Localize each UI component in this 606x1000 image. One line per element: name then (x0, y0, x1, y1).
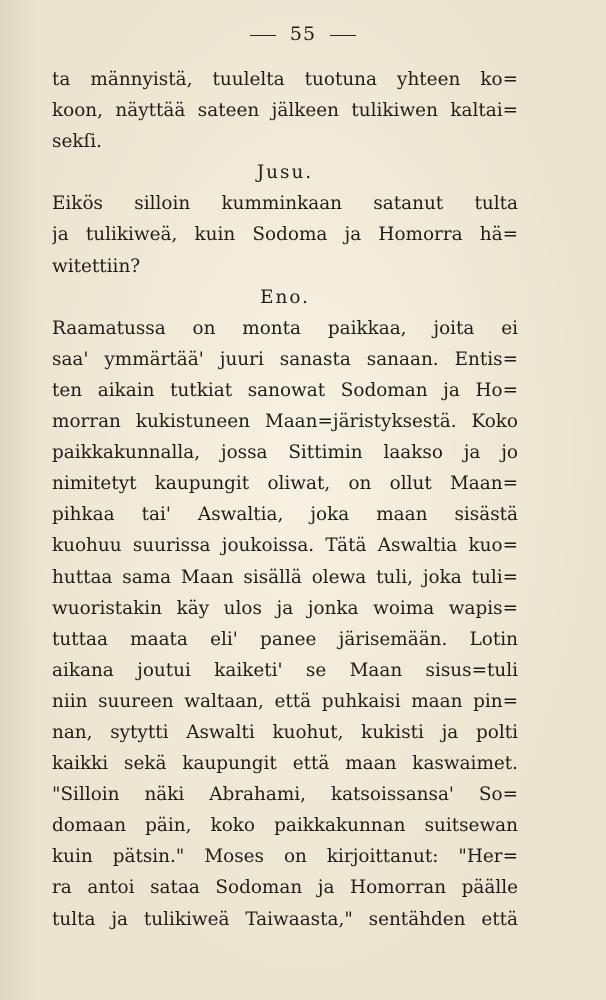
text-line: ja tulikiweä, kuin Sodoma ja Homorra hä= (52, 224, 518, 246)
text-line: nimitetyt kaupungit oliwat, on ollut Maan= (52, 473, 518, 495)
text-line: ra antoi sataa Sodoman ja Homorran päälle (52, 877, 518, 899)
text-line: huttaa sama Maan sisällä olewa tuli, joka tuli= (52, 566, 518, 588)
text-line: Eikös silloin kumminkaan satanut tulta (52, 193, 518, 215)
text-line: ta männyistä, tuulelta tuotuna yhteen ko= (52, 69, 518, 90)
text-line: sekſi. (52, 131, 102, 153)
speaker-name-eno: Eno. (260, 286, 310, 308)
text-line: kuohuu suurissa joukoissa. Tätä Aswaltia kuo= (52, 535, 518, 557)
text-line: morran kukistuneen Maan=järistyksestä. Koko (52, 411, 518, 433)
text-line: domaan päin, koko paikkakunnan suitsewan (52, 815, 518, 837)
text-line: witettiin? (52, 255, 141, 277)
text-line: ten aikain tutkiat sanowat Sodoman ja Ho= (52, 379, 518, 401)
text-line: koon, näyttää sateen jälkeen tulikiwen kaltai= (52, 100, 518, 122)
speaker-name-jusu: Jusu. (256, 162, 314, 184)
text-line: tulta ja tulikiweä Taiwaasta," sentähden että (52, 908, 518, 930)
text-line: aikana joutui kaiketi' se Maan sisus=tuli (52, 659, 518, 681)
text-line: wuoristakin käy ulos ja jonka woima wapis= (52, 597, 518, 619)
page-number: 55 (289, 23, 317, 45)
header-dash-left (250, 35, 276, 36)
text-line: nan, sytytti Aswalti kuohut, kukisti ja polti (52, 721, 518, 743)
text-line: niin suureen waltaan, että puhkaisi maan pin= (52, 690, 518, 712)
text-line: kaikki sekä kaupungit että maan kaswaimet. (52, 753, 518, 775)
text-line: tuttaa maata eli' panee järisemään. Lotin (52, 628, 518, 650)
text-line: paikkakunnalla, jossa Sittimin laakso ja jo (52, 442, 518, 464)
text-line: "Silloin näki Abrahami, katsoissansa' So= (52, 784, 518, 806)
text-line: kuin pätsin." Moses on kirjoittanut: "Her= (52, 846, 518, 868)
header-dash-right (330, 35, 356, 36)
text-line: saa' ymmärtää' juuri sanasta sanaan. Entis= (52, 348, 518, 370)
page-header (0, 20, 606, 48)
text-line: pihkaa tai' Aswaltia, joka maan sisästä (52, 504, 518, 526)
body-text (52, 64, 518, 935)
text-line: Raamatussa on monta paikkaa, joita ei (52, 317, 518, 339)
